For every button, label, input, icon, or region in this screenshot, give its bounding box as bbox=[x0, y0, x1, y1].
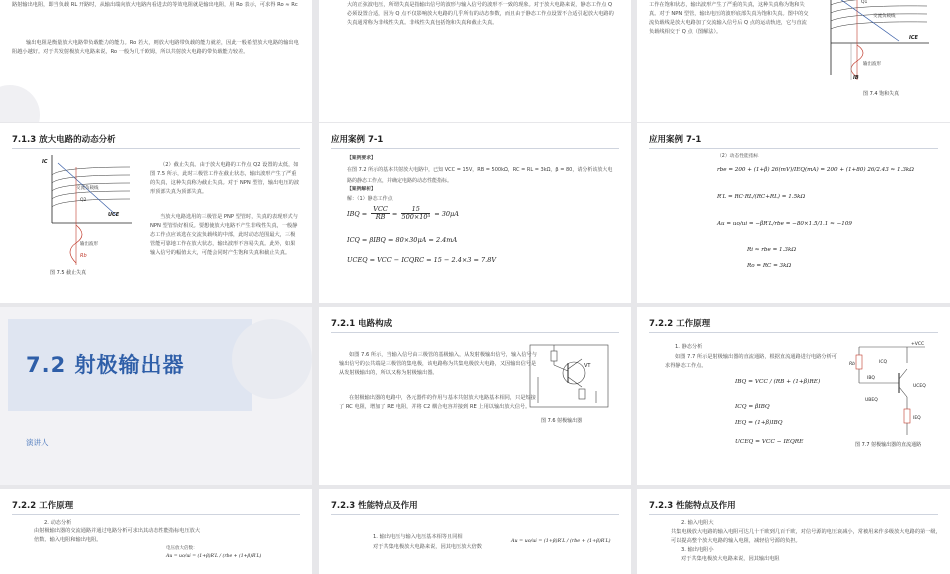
step-label: 解：（1）静态工作点 bbox=[347, 196, 393, 202]
q2-label: Q2 bbox=[80, 198, 87, 203]
outwave-label: 输出波形 bbox=[863, 62, 881, 67]
saturation-distortion-graph bbox=[817, 0, 937, 90]
equation-uceq: UCEQ = VCC − IEQRE bbox=[735, 439, 804, 445]
speaker-label: 演讲人 bbox=[26, 438, 49, 447]
title-divider bbox=[331, 332, 619, 333]
rb-label: Rb bbox=[849, 362, 855, 367]
slide-r0-b[interactable] bbox=[319, 0, 631, 122]
paragraph: 工作在饱和状态，输出波形产生了严重的失真，这种失真称为饱和失真。对于 NPN 型管，输出电压的波形底部失真为饱和失真。图中的交流负载线是放大电路加了交流输入信号后 Q 点的运动轨迹，它与直流负载线相交于 Q 点（图解法）。 bbox=[649, 2, 809, 36]
step-label: 2. 动态分析 bbox=[44, 520, 72, 526]
emitter-follower-circuit bbox=[524, 341, 614, 413]
title-divider bbox=[649, 148, 938, 149]
slide-r1-a[interactable] bbox=[0, 123, 312, 303]
paragraph: 由射极输出器的交流通路并通过电路分析可求出其动态性能指标电压放大倍数、输入电阻和输出电阻。 bbox=[34, 528, 201, 544]
equation-rbe: rbe = 200 + (1+β) 26(mV)/IEQ(mA) = 200 + (1+80) 26/2.43 ≈ 1.3kΩ bbox=[717, 167, 914, 173]
slide-r0-a[interactable] bbox=[0, 0, 312, 122]
slide-title: 7.2.3 性能特点及作用 bbox=[331, 501, 418, 511]
decor-circle bbox=[0, 85, 40, 122]
decor-circle bbox=[232, 319, 312, 399]
icq-label: ICQ bbox=[879, 360, 888, 365]
equation-au: Au = uo/ui = (1+β)R′L / (rbe + (1+β)R′L) bbox=[166, 554, 262, 559]
title-divider bbox=[649, 332, 938, 333]
ieq-label: IEQ bbox=[913, 416, 921, 421]
equation-ro: Ro = RC = 3kΩ bbox=[747, 263, 792, 269]
title-divider bbox=[331, 148, 619, 149]
slide-title: 7.2.1 电路构成 bbox=[331, 319, 393, 329]
ubeq-label: UBEQ bbox=[865, 398, 878, 403]
paragraph: 1. 输出电压与输入电压基本相等且同相 bbox=[373, 534, 463, 540]
paragraph: 共集电极放大电路的输入电阻可达几十千欧到几百千欧，对信号源的电压衰减小，常被用来作多级放大电路的第一级，可以提高整个放大电路的输入电阻，减轻信号源的负担。 bbox=[671, 529, 941, 545]
ib-label: IB bbox=[853, 75, 859, 81]
equation-uceq: UCEQ = VCC − ICQRC = 15 − 2.4×3 = 7.8V bbox=[347, 256, 497, 264]
ic-label: IC bbox=[42, 159, 48, 165]
figure-caption: 图 7.6 射极输出器 bbox=[541, 418, 583, 424]
figure-caption: 图 7.4 饱和失真 bbox=[863, 91, 900, 97]
ice-label: ICE bbox=[909, 35, 918, 41]
paragraph: 在射极输出器的电路中，各元器件的作用与基本共射放大电路基本相同，只是短接了 RC 电阻，增加了 RE 电阻，并将 C2 耦合电容并接到 RE 上用以输出放大信号。 bbox=[339, 395, 536, 411]
paragraph: 对于共集电极放大电路来说，因其输出电阻 bbox=[681, 556, 780, 562]
solution-label: 【案例解析】 bbox=[347, 187, 376, 192]
uceq-label: UCEQ bbox=[913, 384, 926, 389]
slide-r2-b[interactable] bbox=[319, 307, 631, 485]
paragraph: 当放大电路选用的三极管是 PNP 型管时，失真的表现形式与 NPN 型管恰好相反。要想使放大电路不产生非线性失真，一般静态工作点应该选在交流负载线的中部，此时动态范围最大，三极管能可靠地工作在放大状态，输出波形不容易失真。此外，如果输入信号的幅值太大，可能会同时产生饱和失真和截止失真。 bbox=[150, 214, 298, 257]
title-divider bbox=[331, 514, 619, 515]
slide-r1-c[interactable] bbox=[637, 123, 950, 303]
paragraph: 对于共集电极放大电路来说，因其电压放大倍数 bbox=[373, 544, 482, 550]
slide-title: 7.1.3 放大电路的动态分析 bbox=[12, 135, 116, 145]
slide-r1-b[interactable] bbox=[319, 123, 631, 303]
rb-label: Rb bbox=[80, 253, 87, 259]
equation-ri: Ri ≈ rbe = 1.3kΩ bbox=[747, 247, 796, 253]
equation-icq: ICQ = βIBQ bbox=[735, 404, 770, 410]
equation-ibq: IBQ = $\frac{\text{VCC}}{RB}$ = $\frac{15}{\text{500×10³}}$ = 30μA bbox=[347, 205, 459, 222]
title-divider bbox=[12, 148, 300, 149]
equation-ieq: IEQ = (1+β)IBQ bbox=[735, 420, 783, 426]
step-label: （2）动态性能指标 bbox=[717, 154, 759, 159]
slide-r2-c[interactable] bbox=[637, 307, 950, 485]
slide-r2-a[interactable] bbox=[0, 307, 312, 485]
figure-caption: 图 7.7 射极输出器的直流通路 bbox=[855, 442, 922, 448]
section-title: 7.2 射极输出器 bbox=[26, 353, 185, 377]
paragraph: 如图 7.7 所示是射极输出器的直流通路，根据直流通路进行电路分析可求得静态工作点。 bbox=[665, 354, 837, 370]
slide-r0-c[interactable] bbox=[637, 0, 950, 122]
vcc-label: +VCC bbox=[911, 342, 925, 347]
step-label: 3. 输出电阻小 bbox=[681, 547, 714, 553]
equation-au: Au = uo/ui = (1+β)R′L / (rbe + (1+β)R′L) bbox=[511, 539, 611, 544]
paragraph: （2）截止失真。由于放大电路的工作点 Q2 设置的太低，如图 7.5 所示，此时三极管工作在截止状态，输出波形产生了严重的失真，这种失真称为截止失真。对于 NPN 型管，输出电压的波形顶部失真为顶部失真。 bbox=[150, 162, 300, 196]
ibq-label: IBQ bbox=[867, 376, 875, 381]
slide-title: 7.2.2 工作原理 bbox=[649, 319, 711, 329]
q1-label: Q1 bbox=[861, 0, 868, 5]
slide-title: 应用案例 7-1 bbox=[649, 135, 702, 145]
slide-title: 应用案例 7-1 bbox=[331, 135, 384, 145]
title-divider bbox=[649, 514, 938, 515]
outwave-label: 输出波形 bbox=[80, 242, 98, 247]
equation-rl: R′L = RC·RL/(RC+RL) = 1.5kΩ bbox=[717, 194, 806, 200]
gain-label: 电压放大倍数： bbox=[166, 546, 198, 551]
acload-label: 交流负载线 bbox=[76, 186, 99, 191]
step-label: 1. 静态分析 bbox=[675, 344, 703, 350]
paragraph: 路射输出电阻，即当负载 RL 开路时，从输出端向放大电路内看进去的等效电阻就是输出电阻，用 Ro 表示，可求得 Ro ≈ Rc bbox=[12, 2, 298, 8]
paragraph: 如图 7.6 所示，当输入信号由三极管的基极输入，从发射极输出信号，输入信号与输出信号的公共端是三极管的集电极，该电路称为共集电极放大电路，又因输出信号是从发射极输出的，所以又称为射极输出器。 bbox=[339, 352, 537, 377]
slide-title: 7.2.2 工作原理 bbox=[12, 501, 74, 511]
figure-caption: 图 7.5 截止失真 bbox=[50, 270, 87, 276]
slide-r3-b[interactable] bbox=[319, 489, 631, 574]
slide-r3-c[interactable] bbox=[637, 489, 950, 574]
given-label: 【案例要求】 bbox=[347, 156, 376, 161]
equation-au: Au = uo/ui = −βR′L/rbe = −80×1.5/1.1 ≈ −109 bbox=[717, 221, 852, 227]
problem-statement: 在图 7.2 所示的基本共射放大电路中，已知 VCC = 15V，RB = 500kΩ，RC = RL = 3kΩ，β = 80，请分析该放大电路的静态工作点，并确定电路的动态性能指标。 bbox=[347, 167, 613, 184]
paragraph: 大的正弦波电压，所谓失真是指输出信号的波形与输入信号的波形不一致的现象。对于放大电路来说，静态工作点 Q 必须设置合适，因为 Q 点不仅影响放大电路的几乎所有的动态参数，而且由于静态工作点设置不合适引起放大电路的失真通常称为非线性失真。非线性失真包括饱和失真和截止失真。 bbox=[347, 2, 614, 27]
slide-title: 7.2.3 性能特点及作用 bbox=[649, 501, 736, 511]
equation-icq: ICQ = βIBQ = 80×30μA = 2.4mA bbox=[347, 236, 458, 244]
equation-ibq: IBQ = VCC / (RB + (1+β)RE) bbox=[735, 379, 821, 385]
step-label: 2. 输入电阻大 bbox=[681, 520, 714, 526]
cutoff-distortion-graph bbox=[12, 153, 142, 268]
acload-label: 交流负载线 bbox=[873, 14, 896, 19]
uce-label: UCE bbox=[108, 212, 120, 218]
vt-label: VT bbox=[584, 363, 591, 369]
dc-path-circuit bbox=[847, 339, 942, 439]
title-divider bbox=[12, 514, 300, 515]
slide-r3-a[interactable] bbox=[0, 489, 312, 574]
paragraph: 输出电阻是衡量放大电路带负载能力的能力。Ro 若大，则放大电路带负载的能力就差，因此一般希望放大电路的输出电阻越小越好。对于共发射极放大电路来说，Ro 一般为几千欧姆，所以共射放大电路的带负载能力较差。 bbox=[12, 40, 299, 56]
